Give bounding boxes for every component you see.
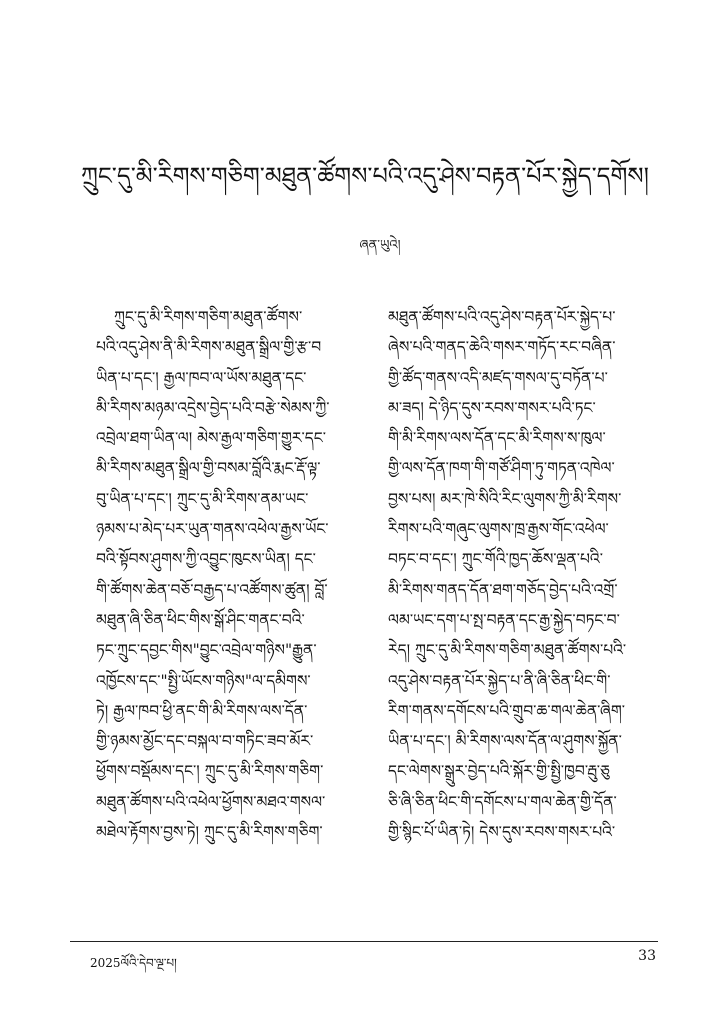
text-line: རིག་གནས་དགོངས་པའི་གྲུབ་ཆ་གལ་ཆེན་ཞིག་ (388, 701, 625, 720)
text-line: བུ་ཡིན་པ་དང་། ཀྲུང་དུ་མི་རིགས་ནམ་ཡང་ (96, 489, 309, 508)
text-line: རིགས་པའི་གཞུང་ལུགས་ཁྲ་རྒྱས་གོང་འཕེལ་ (388, 520, 609, 539)
text-line: གི་ཚོགས་ཆེན་བཅོ་བརྒྱད་པ་འཚོགས་ཚུན། བློ་ (96, 580, 328, 599)
text-line: མཐུན་ཚོགས་པའི་འཕེལ་ཕྱོགས་མཐའ་གསལ་ (96, 792, 326, 811)
text-line: ཉམས་པ་མེད་པར་ཡུན་གནས་འཕེལ་རྒྱས་ཡོང་ (96, 520, 329, 539)
text-line: མཐེལ་རྟོགས་བྱས་ཏེ། ཀྲུང་དུ་མི་རིགས་གཅིག་ (96, 823, 323, 842)
text-line: ཏང་ཀྲུང་དབྱང་གིས"བྱུང་འབྲེལ་གཉིས"རྒྱུན་ (96, 641, 317, 660)
text-line: མི་རིགས་གནད་དོན་ཐག་གཅོད་བྱེད་པའི་འགྲོ་ (388, 580, 618, 599)
text-line: འདུ་ཤེས་བརྟན་པོར་སྐྱེད་པ་ནི་ཞི་ཅིན་ཕིང་གི་ (388, 671, 611, 690)
text-line: ཏེ། རྒྱལ་ཁབ་ཕྱི་ནང་གི་མི་རིགས་ལས་དོན་ (96, 701, 308, 720)
text-line: གྱི་ལས་དོན་ཁག་གི་གཙོ་ཤིག་ཏུ་གཏན་འཁེལ་ (388, 459, 615, 478)
text-line: མ་ཟད། དེ་ཉིད་དུས་རབས་གསར་པའི་ཏང་ (388, 398, 596, 417)
text-line: གྱི་སྙིང་པོ་ཡིན་ཏེ། དེས་དུས་རབས་གསར་པའི་ (388, 823, 616, 842)
text-line: ཡིན་པ་དང་། མི་རིགས་ལས་དོན་ལ་ཤུགས་སྐྱོན་ (388, 732, 622, 751)
text-line: ཅི་ཞི་ཅིན་ཕིང་གི་དགོངས་པ་གལ་ཆེན་གྱི་དོན་ (388, 792, 617, 811)
text-line: པའི་འདུ་ཤེས་ནི་མི་རིགས་མཐུན་སྒྲིལ་གྱི་རྩ་བ (96, 338, 322, 357)
text-line: རེད། ཀྲུང་དུ་མི་རིགས་གཅིག་མཐུན་ཚོགས་པའི་ (388, 641, 627, 660)
issue-label: 2025ལོའི་དེབ་ལྔ་པ། (90, 956, 177, 970)
text-line: ཀྲུང་དུ་མི་རིགས་གཅིག་མཐུན་ཚོགས་ (114, 308, 303, 326)
page-number: 33 (638, 948, 656, 964)
text-line: མཐུན་ཚོགས་པའི་འདུ་ཤེས་བརྟན་པོར་སྐྱེད་པ་ (388, 308, 616, 326)
text-line: བའི་སྟོབས་ཤུགས་ཀྱི་འབྱུང་ཁུངས་ཡིན། དང་ (96, 550, 316, 569)
text-line: གྱི་ཚོད་གནས་འདི་མཛད་གསལ་དུ་བཏོན་པ་ (388, 368, 608, 387)
text-line: མཐུན་ཞི་ཅིན་ཕིང་གིས་སྒོ་ཤིང་གནང་བའི་ (96, 610, 305, 629)
text-line: འབྲེལ་ཐག་ཡིན་ལ། མེས་རྒྱལ་གཅིག་གྱུར་དང་ (96, 429, 326, 448)
author-byline: ཞན་ཡུའེ། (359, 238, 401, 253)
text-line: གྱི་ཉམས་མྱོང་དང་བསྐལ་བ་གཏིང་ཟབ་མོར་ (96, 732, 314, 751)
text-line: དང་ལེགས་སྒྲུར་བྱེད་པའི་སྐོར་གྱི་སྤྱི་ཁྱབ་རྦུ་ཅུ (388, 762, 610, 781)
text-line: ཕྱོགས་བསྡོམས་དང་། ཀྲུང་དུ་མི་རིགས་གཅིག་ (96, 762, 324, 781)
text-line: གི་མི་རིགས་ལས་དོན་དང་མི་རིགས་ས་ཁུལ་ (388, 429, 606, 448)
text-line: ཞེས་པའི་གནད་ཆེའི་གསར་གཏོད་རང་བཞིན་ (388, 338, 616, 357)
right-text-column (388, 302, 638, 847)
left-text-column (96, 302, 346, 847)
text-line: འཁྱོངས་དང་"སྤྱི་ཡོངས་གཉིས"ལ་དམིགས་ (96, 671, 311, 690)
text-line: མི་རིགས་མཉམ་འདྲེས་བྱེད་པའི་བརྩེ་སེམས་ཀྱི་ (96, 398, 330, 417)
text-line: བྱས་པས། མར་ཁེ་སིའི་རིང་ལུགས་ཀྱི་མི་རིགས་ (388, 489, 622, 508)
text-line: བཏང་བ་དང་། ཀྲུང་གོའི་ཁྱད་ཆོས་ལྡན་པའི་ (388, 550, 603, 569)
text-line: མི་རིགས་མཐུན་སྒྲིལ་གྱི་བསམ་བློའི་རྨང་རྡོ་ལྟ་ (96, 459, 321, 478)
article-title: ཀྲུང་དུ་མི་རིགས་གཅིག་མཐུན་ཚོགས་པའི་འདུ་ཤེས་བརྟན་པོར་སྐྱེད་དགོས། (81, 162, 649, 190)
text-line: ལམ་ཡང་དག་པ་སྤ་བརྟན་དང་རྒྱ་སྐྱེད་བཏང་བ་ (388, 610, 620, 629)
text-line: ཡིན་པ་དང་། རྒྱལ་ཁབ་ལ་ཡོས་མཐུན་དང་ (96, 368, 307, 387)
footer-divider (70, 941, 658, 942)
